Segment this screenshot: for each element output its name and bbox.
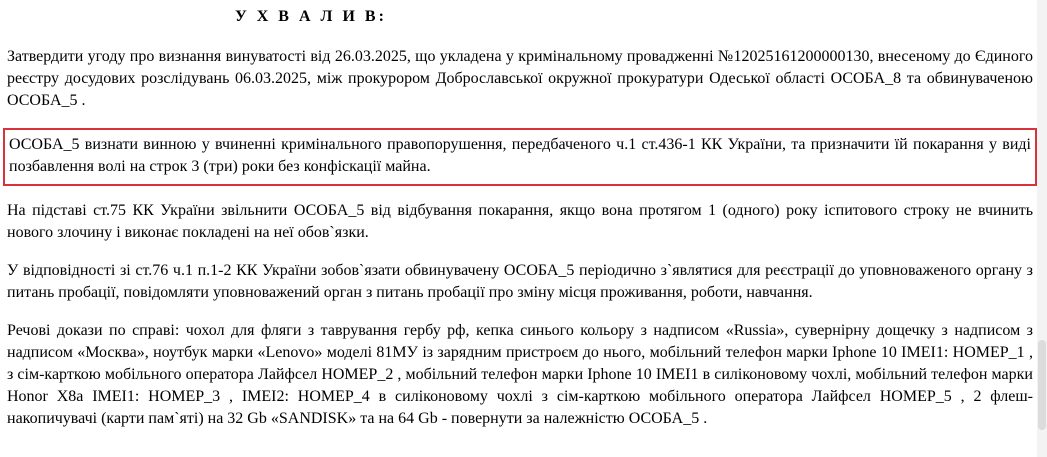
paragraph-evidence: Речові докази по справі: чохол для фляги з таврування гербу рф, кепка синього кольору з надписом «Russia», сувернірну дощечку з надписом з надписом «Москва», ноутбук марки «Lenovo» моделі 81МУ із зарядним пристроєм до нього, мобільний телефон марки Iphone 10 IMEI1: НОМЕР_1 , з сім-карткою мобільного оператора Лайфсел НОМЕР_2 , мобільний телефон марки Iphone 10 IMEI1 в силіконовому чохлі, мобільний телефон марки Honor X8a IMEI1: НОМЕР_3 , IMEI2: НОМЕР_4 в силіконовому чохлі з сім-карткою мобільного оператора Лайфсел НОМЕР_5 , 2 флеш-накопичувачі (карти пам`яті) на 32 Gb «SANDISK» та на 64 Gb - повернути за належністю ОСОБА_5 . [7,322,1033,427]
scrollbar-thumb[interactable] [1038,340,1046,430]
paragraph-approve-agreement: Затвердити угоду про визнання винуватості від 26.03.2025, що укладена у кримінальному провадженні №12025161200000130, внесеному до Єдиного реєстру досудових розслідувань 06.03.2025, між прокурором Доброславської окружної прокуратури Одеської області ОСОБА_8 та обвинуваченою ОСОБА_5 . [7,48,1033,109]
paragraph-verdict: ОСОБА_5 визнати винною у вчиненні кримінального правопорушення, передбаченого ч.1 ст.436-1 КК України, та призначити їй покарання у виді позбавлення волі на строк 3 (три) роки без конфіскації майна. [9,136,1031,175]
paragraph-probation-release: На підставі ст.75 КК України звільнити ОСОБА_5 від відбування покарання, якщо вона протягом 1 (одного) року іспитового строку не вчинить нового злочину і виконає покладені на неї обов`язки. [7,202,1033,241]
ruling-heading: У Х В А Л И В: [235,8,387,25]
document-body [7,6,1033,446]
vertical-scrollbar[interactable] [1037,0,1047,457]
highlighted-verdict-box [3,128,1037,186]
paragraph-obligations: У відповідності зі ст.76 ч.1 п.1-2 КК України зобов`язати обвинувачену ОСОБА_5 періодично з`являтися для реєстрації до уповноваженого органу з питань пробації, повідомляти уповноважений орган з питань пробації про зміну місця проживання, роботи, навчання. [7,262,1033,301]
